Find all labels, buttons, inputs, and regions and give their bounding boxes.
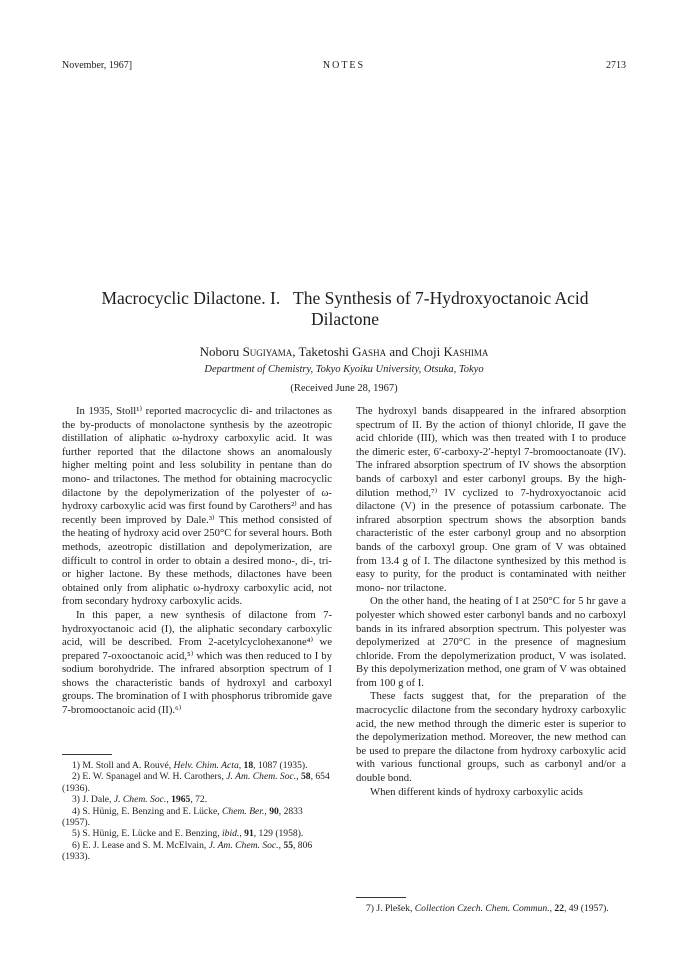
author-1-given: Noboru xyxy=(199,344,243,359)
footnote: 6) E. J. Lease and S. M. McElvain, J. Am. Chem. Soc., 55, 806 (1933). xyxy=(62,839,313,863)
paragraph: In this paper, a new synthesis of dilactone from 7-hydroxyoctanoic acid (I), the aliphatic secondary carboxylic acid, will be described. From 2-acetylcyclohexanone⁴⁾ we prepared 7-oxooctanoic acid,⁵⁾ which was then reduced to I by sodium borohydride. The infrared absorption spectrum of I shows the characteristic bands of hydroxyl and carboxyl groups. The bromination of I with phosphorus tribromide gave 7-bromooctanoic acid (II).⁶⁾ xyxy=(62,608,332,717)
received-date: (Received June 28, 1967) xyxy=(290,383,398,394)
paragraph: In 1935, Stoll¹⁾ reported macrocyclic di- and trilactones as the by-products of monolactone synthesis by the azeotropic distillation of aliphatic ω-hydroxy carboxylic acid. It was further reported that the dilactone shows an anomalously higher melting point and less solubility in pentane than do mono- and trilactones. The method for obtaining macrocyclic dilactone by the depolymerization of the polyester of ω-hydroxy carboxylic acid was first found by Carothers²⁾ and has recently been improved by Dale.³⁾ This method consisted of the heating of hydroxy acid over 250°C for several hours. Both methods, azeotropic distillation and depolymerization, are difficult to control in order to obtain a desired mono-, di-, tri- or higher lactone. By these methods, dilactones have been obtained only from aliphatic ω-hydroxy carboxylic acid, not from secondary hydroxy carboxylic acids. xyxy=(62,405,332,608)
paragraph: On the other hand, the heating of I at 250°C for 5 hr gave a polyester which showed ester carbonyl bands and no carboxyl bands in its infrared absorption spectrum. This polyester was depolymerized at 270°C in the presence of magnesium chloride. From the depolymerization product, V was isolated. By this depolymerization method, one gram of V was obtained from 100 g of I. xyxy=(356,595,626,689)
footnote: 4) S. Hünig, E. Benzing and E. Lücke, Chem. Ber., 90, 2833 (1957). xyxy=(62,805,303,829)
footnote-divider xyxy=(356,897,406,898)
author-line xyxy=(62,344,626,360)
author-sep-2: and Choji xyxy=(386,344,444,359)
author-1-family: Sugiyama xyxy=(242,344,293,359)
header-section: NOTES xyxy=(322,60,366,71)
paragraph: These facts suggest that, for the preparation of the macrocyclic dilactone from the secondary hydroxy carboxylic acid, the new method through the dimeric ester is superior to the depolymerization method. Moreover, the new method can be used to prepare the dilactone from hydroxy carboxylic acid with various functional groups, such as carbonyl and/or a double bond. xyxy=(356,690,626,785)
body-column-left xyxy=(62,405,332,718)
author-3-family: Kashima xyxy=(443,344,489,359)
affiliation: Department of Chemistry, Tokyo Kyoiku University, Otsuka, Tokyo xyxy=(204,364,484,375)
title-line-1: Macrocyclic Dilactone. I. The Synthesis of 7-Hydroxyoctanoic Acid xyxy=(101,288,589,308)
header-date: November, 1967] xyxy=(62,60,133,71)
footnotes-left xyxy=(62,760,332,863)
footnote: 7) J. Plešek, Collection Czech. Chem. Commun., 22, 49 (1957). xyxy=(366,903,609,914)
author-2-family: Gasha xyxy=(352,344,387,359)
footnote: 1) M. Stoll and A. Rouvé, Helv. Chim. Acta, 18, 1087 (1935). xyxy=(72,760,308,771)
author-sep-1: , Taketoshi xyxy=(292,344,353,359)
footnote: 5) S. Hünig, E. Lücke and E. Benzing, ibid., 91, 129 (1958). xyxy=(72,828,304,840)
title-line-2: Dilactone xyxy=(310,309,380,329)
body-column-right xyxy=(356,405,626,799)
article-title xyxy=(70,288,620,330)
running-header xyxy=(62,60,626,74)
page-number: 2713 xyxy=(606,60,626,71)
footnote-divider xyxy=(62,754,112,755)
footnotes-right xyxy=(356,903,626,914)
footnote: 3) J. Dale, J. Chem. Soc., 1965, 72. xyxy=(72,794,208,806)
paragraph: When different kinds of hydroxy carboxylic acids xyxy=(370,785,583,798)
footnote: 2) E. W. Spanagel and W. H. Carothers, J. Am. Chem. Soc., 58, 654 (1936). xyxy=(62,771,330,794)
paragraph: The hydroxyl bands disappeared in the infrared absorption spectrum of II. By the action of thionyl chloride, II gave the acid chloride (III), which was then treated with I to produce the dimeric ester, 6′-carboxy-2′-heptyl 7-bromooctanoate (IV). The infrared absorption spectrum of IV shows the absorption bands of carboxyl and ester carbonyl groups. By the high-dilution method,⁷⁾ IV cyclized to 7-hydroxyoctanoic acid dilactone (V) in the presence of potassium carbonate. The infrared absorption spectrum shows the absorption bands characteristic of the ester carbonyl group and no absorption bands of the carboxyl group. One gram of V was obtained from 13.4 g of I. The dilactone synthesized by this method is easy to purity, for the product is contaminated with neither mono- nor trilactone. xyxy=(356,405,626,594)
